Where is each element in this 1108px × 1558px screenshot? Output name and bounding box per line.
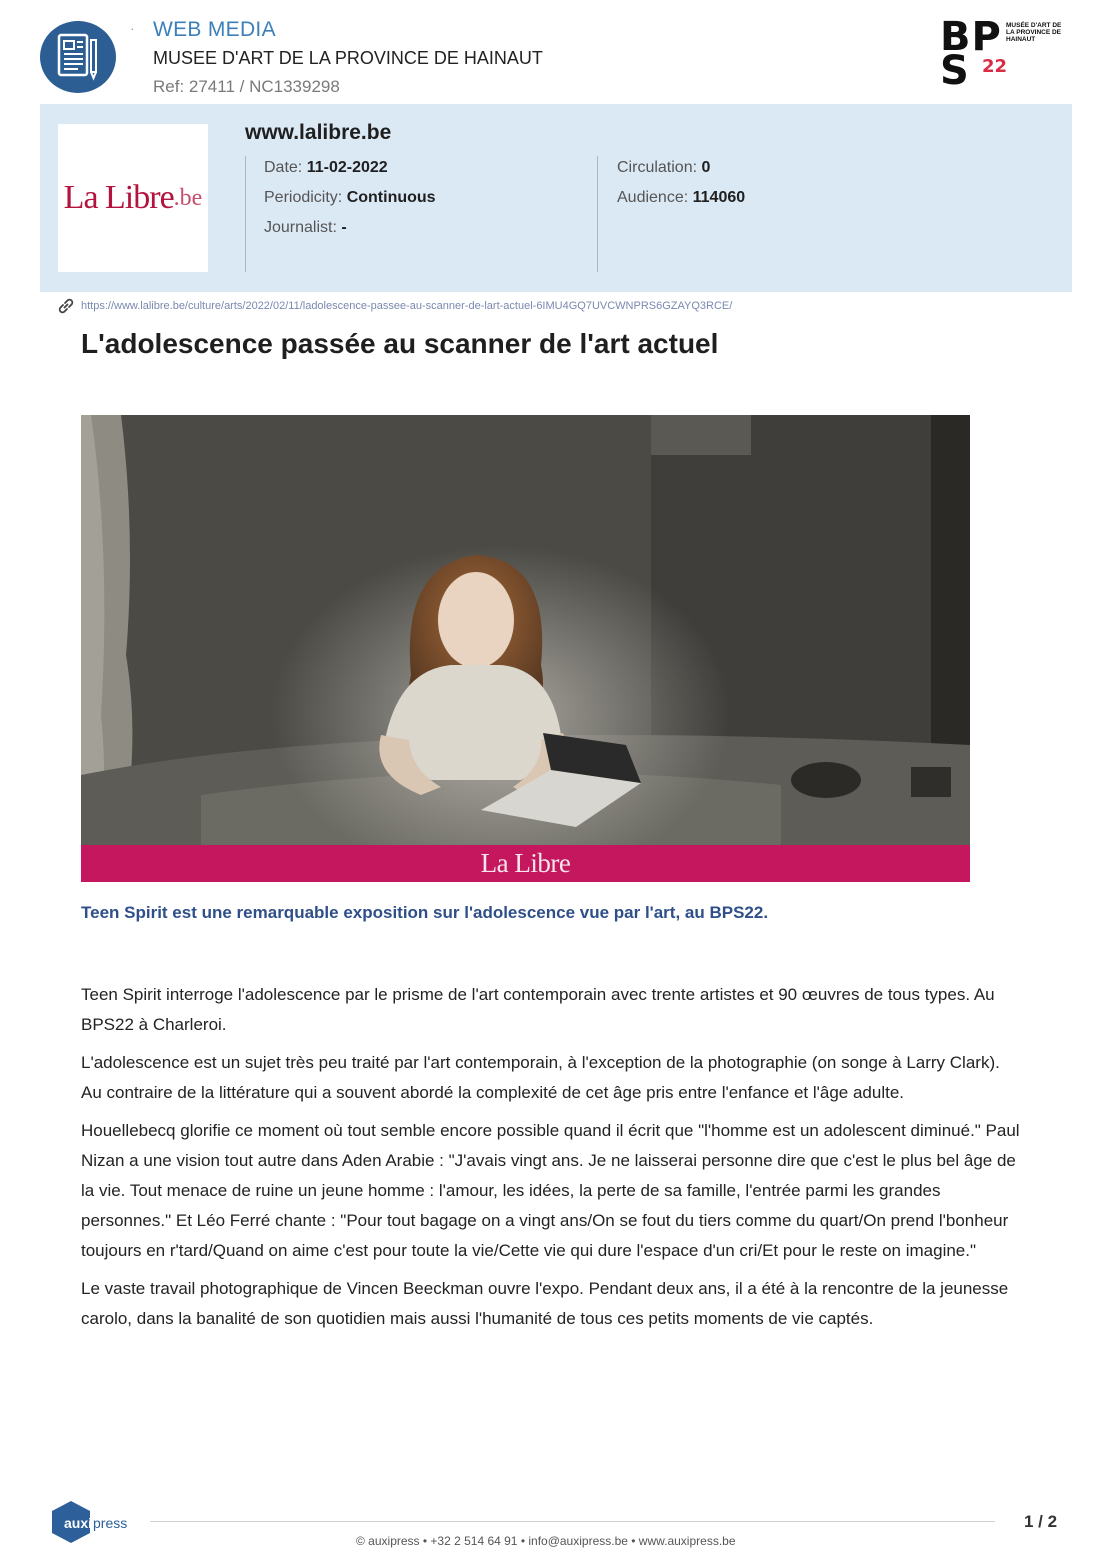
divider [597,156,598,272]
paragraph: L'adolescence est un sujet très peu traité par l'art contemporain, à l'exception de la photographie (on songe à Larry Clark). Au contraire de la littérature qui a souvent abordé la complexité de cet âge pris entre l'enfance et l'âge adulte. [81,1053,1000,1102]
paragraph: Houellebecq glorifie ce moment où tout semble encore possible quand il écrit que "l'homme est un adolescent diminué." Paul Nizan a une vision tout autre dans Aden Arabie : "J'avais vingt ans. Je ne laisserai personne dire que c'est le plus bel âge de la vie. Tout menace de ruine un jeune homme : l'amour, les idées, la perte de sa famille, l'entrée parmi les grandes personnes." Et Léo Ferré chante : "Pour tout bagage on a vingt ans/On se fout du tiers comme du quart/On prend l'bonheur toujours en r'tard/Quand on aime c'est pour toute la vie/Cette vie qui dure l'espace d'un cri/Et pour le reste on imagine." [81,1121,1020,1260]
footer-divider [150,1521,995,1522]
source-logo: La Libre .be [58,124,208,272]
footer-contact: © auxipress • +32 2 514 64 91 • info@auxipress.be • www.auxipress.be [356,1534,736,1548]
photo-brand-band [81,845,970,882]
photo-brand-label: La Libre [480,848,571,878]
circulation-row: Circulation: 0 [617,159,711,176]
reference-number: Ref: 27411 / NC1339298 [153,77,340,96]
client-name: MUSEE D'ART DE LA PROVINCE DE HAINAUT [153,48,543,68]
separator-dot: · [130,20,135,36]
date-row: Date: 11-02-2022 [264,159,388,176]
bps22-logo: BP S 22 MUSÉE D'ART DE LA PROVINCE DE HAINAUT [940,14,1062,94]
divider [245,156,246,272]
document-icon [40,21,116,93]
audience-row: Audience: 114060 [617,189,746,206]
auxipress-logo: auxi press [50,1500,136,1544]
article-url[interactable]: https://www.lalibre.be/culture/arts/2022/02/11/ladolescence-passee-au-scanner-de-lart-actuel-6IMU4GQ7UVCWNPRS6GZAYQ3RCE/ [81,300,733,312]
source-site: www.lalibre.be [245,121,392,144]
periodicity-row: Periodicity: Continuous [264,189,436,206]
media-type: WEB MEDIA [153,18,276,41]
article-body [81,980,1021,1342]
article-title: L'adolescence passée au scanner de l'art actuel [81,328,719,359]
link-icon [57,297,75,315]
page-number: 1 / 2 [1024,1512,1058,1531]
article-photo [81,415,970,845]
photo-caption: Teen Spirit est une remarquable exposition sur l'adolescence vue par l'art, au BPS22. [81,903,769,922]
journalist-row: Journalist: - [264,219,347,236]
paragraph: Teen Spirit interroge l'adolescence par le prisme de l'art contemporain avec trente artistes et 90 œuvres de tous types. Au BPS22 à Charleroi. [81,985,995,1034]
paragraph: Le vaste travail photographique de Vincen Beeckman ouvre l'expo. Pendant deux ans, il a été à la rencontre de la jeunesse carolo, dans la banalité de son quotidien mais aussi l'humanité de tous ces petits moments de vie captés. [81,1279,1009,1328]
